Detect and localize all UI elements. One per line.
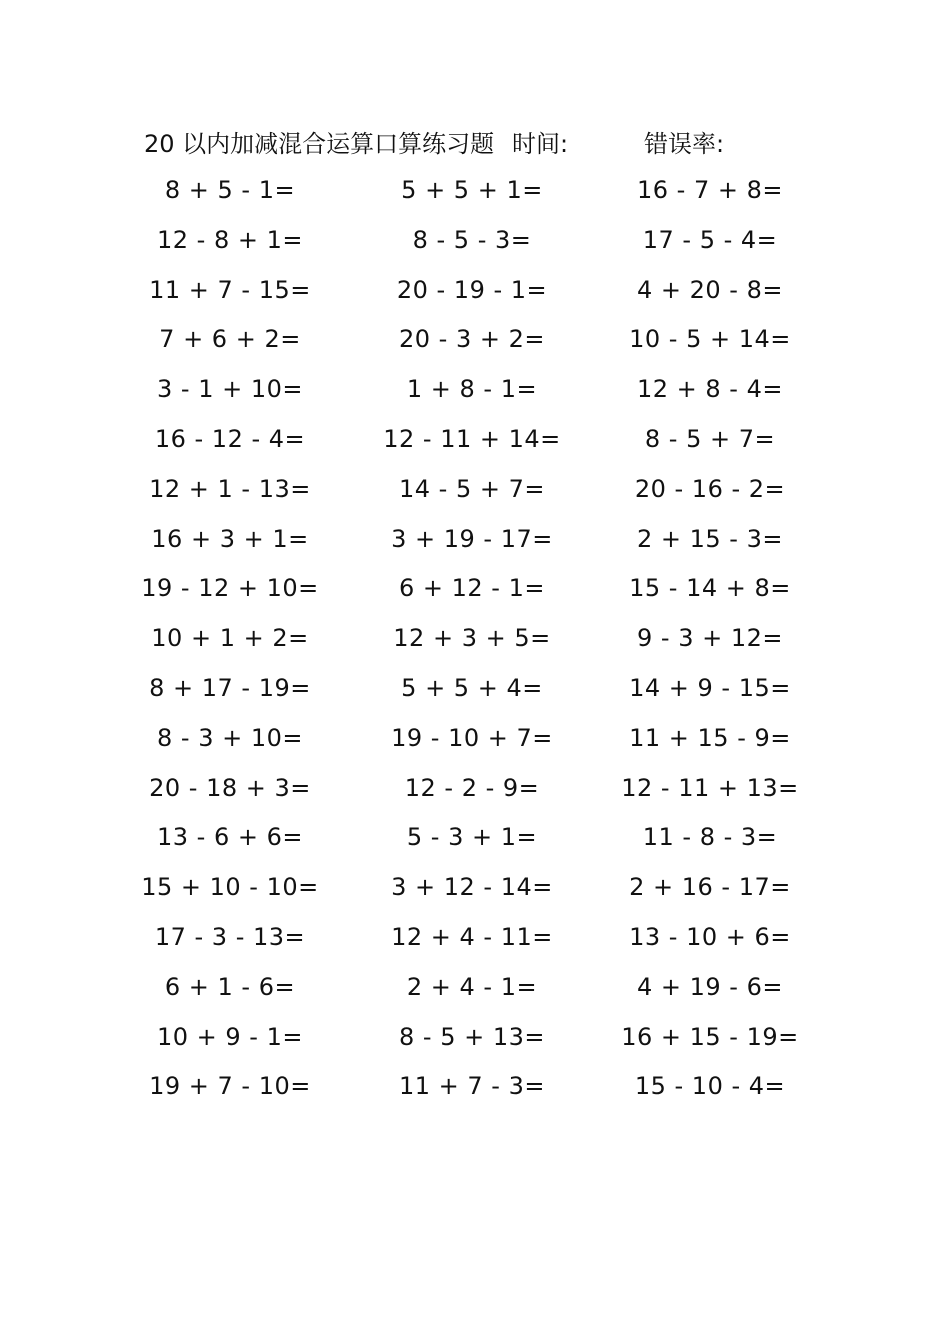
math-problem: 15 - 14 + 8= (629, 574, 791, 603)
math-problem: 8 - 5 - 3= (412, 225, 532, 254)
math-problem: 3 + 12 - 14= (391, 873, 553, 902)
math-problem: 10 + 1 + 2= (151, 624, 309, 653)
math-problem: 8 - 5 + 13= (399, 1022, 545, 1051)
problem-row (0, 220, 950, 260)
math-problem: 8 + 5 - 1= (164, 176, 296, 204)
math-problem: 1 + 8 - 1= (406, 375, 538, 404)
math-problem: 12 - 2 - 9= (404, 773, 540, 802)
math-problem: 11 - 8 - 3= (642, 823, 778, 852)
math-problem: 20 - 19 - 1= (396, 275, 548, 304)
math-problem: 14 + 9 - 15= (629, 674, 791, 702)
math-problem: 6 + 12 - 1= (399, 574, 545, 603)
math-problem: 19 - 10 + 7= (391, 723, 553, 752)
problem-row (0, 519, 950, 559)
math-problem: 8 - 5 + 7= (644, 425, 776, 453)
math-problem: 12 - 11 + 14= (383, 425, 561, 453)
problem-row (0, 967, 950, 1007)
math-problem: 5 + 5 + 1= (401, 176, 543, 204)
math-problem: 12 - 8 + 1= (157, 225, 303, 254)
math-problem: 12 + 3 + 5= (393, 624, 551, 653)
math-problem: 13 - 10 + 6= (629, 923, 791, 951)
math-problem: 13 - 6 + 6= (157, 823, 303, 852)
problem-row (0, 170, 950, 210)
math-problem: 17 - 3 - 13= (154, 923, 306, 951)
math-problem: 12 + 1 - 13= (149, 474, 311, 503)
math-problem: 11 + 7 - 15= (149, 275, 311, 304)
math-problem: 7 + 6 + 2= (159, 325, 301, 354)
worksheet-title: 20 以内加减混合运算口算练习题 (144, 130, 495, 158)
problem-row (0, 469, 950, 509)
problem-row (0, 270, 950, 310)
problem-row (0, 768, 950, 808)
math-problem: 4 + 20 - 8= (637, 275, 783, 304)
math-problem: 16 - 12 - 4= (154, 425, 306, 453)
math-problem: 12 + 4 - 11= (391, 923, 553, 951)
problem-row (0, 867, 950, 907)
problem-row (0, 568, 950, 608)
math-problem: 4 + 19 - 6= (637, 972, 783, 1001)
math-problem: 16 + 15 - 19= (621, 1022, 799, 1051)
math-problem: 8 + 17 - 19= (149, 674, 311, 702)
math-problem: 12 - 11 + 13= (621, 773, 799, 802)
math-problem: 12 + 8 - 4= (637, 375, 783, 404)
math-problem: 10 - 5 + 14= (629, 325, 791, 354)
time-label: 时间: (512, 130, 569, 158)
problem-row (0, 419, 950, 459)
problem-row (0, 319, 950, 359)
math-problem: 11 + 15 - 9= (629, 723, 791, 752)
worksheet-header (144, 124, 844, 164)
math-problem: 20 - 3 + 2= (399, 325, 545, 354)
math-problem: 2 + 4 - 1= (406, 972, 538, 1001)
problem-row (0, 1066, 950, 1106)
math-problem: 10 + 9 - 1= (157, 1022, 303, 1051)
math-problem: 14 - 5 + 7= (399, 474, 545, 503)
math-problem: 8 - 3 + 10= (157, 723, 303, 752)
problem-row (0, 817, 950, 857)
math-problem: 5 - 3 + 1= (406, 823, 538, 852)
math-problem: 16 + 3 + 1= (151, 524, 309, 553)
math-problem: 15 - 10 - 4= (634, 1072, 786, 1101)
problem-row (0, 369, 950, 409)
math-problem: 9 - 3 + 12= (637, 624, 783, 653)
math-problem: 15 + 10 - 10= (141, 873, 319, 902)
math-problem: 20 - 18 + 3= (149, 773, 311, 802)
math-problem: 19 + 7 - 10= (149, 1072, 311, 1101)
math-problem: 16 - 7 + 8= (637, 176, 783, 204)
math-problem: 20 - 16 - 2= (634, 474, 786, 503)
math-problem: 2 + 16 - 17= (629, 873, 791, 902)
math-problem: 17 - 5 - 4= (642, 225, 778, 254)
problem-row (0, 718, 950, 758)
math-problem: 19 - 12 + 10= (141, 574, 319, 603)
problem-row (0, 917, 950, 957)
problem-row (0, 668, 950, 708)
error-rate-label: 错误率: (644, 130, 725, 158)
math-problem: 11 + 7 - 3= (399, 1072, 545, 1101)
problem-grid (0, 170, 950, 1110)
problem-row (0, 1017, 950, 1057)
math-problem: 3 - 1 + 10= (157, 375, 303, 404)
math-problem: 2 + 15 - 3= (637, 524, 783, 553)
math-problem: 6 + 1 - 6= (164, 972, 296, 1001)
problem-row (0, 618, 950, 658)
math-problem: 5 + 5 + 4= (401, 674, 543, 702)
math-problem: 3 + 19 - 17= (391, 524, 553, 553)
